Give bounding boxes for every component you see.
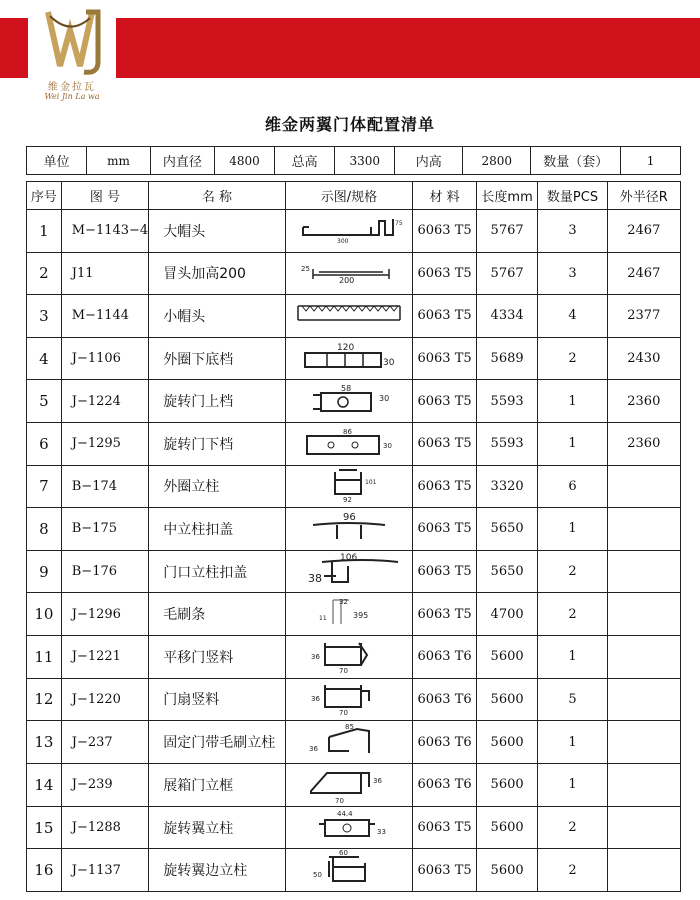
unit-label: 单位 [27, 147, 87, 175]
dimension-label: 58 [340, 384, 352, 394]
dimension-label: 70 [338, 666, 348, 675]
part-name: 固定门带毛刷立柱 [149, 721, 285, 764]
profile-section-drawing [299, 637, 399, 677]
quantity-pcs: 4 [538, 295, 607, 338]
outer-radius [607, 635, 680, 678]
row-number: 1 [27, 210, 62, 253]
table-row [27, 635, 681, 678]
column-header-length: 长度mm [476, 182, 538, 210]
dimension-label: 92 [342, 496, 352, 505]
total-height-value: 3300 [335, 147, 395, 175]
profile-diagram-cell [285, 721, 413, 764]
length-mm: 5689 [476, 337, 538, 380]
row-number: 3 [27, 295, 62, 338]
length-mm: 5600 [476, 678, 538, 721]
quantity-pcs: 1 [538, 380, 607, 423]
drawing-number: B−176 [61, 550, 148, 593]
column-header-no: 序号 [27, 182, 62, 210]
parts-table [26, 181, 681, 892]
quantity-value: 1 [621, 147, 681, 175]
material: 6063 T6 [413, 678, 477, 721]
material: 6063 T5 [413, 806, 477, 849]
table-row [27, 380, 681, 423]
dimension-label: 30 [382, 357, 395, 368]
part-name: 旋转门下档 [149, 422, 285, 465]
profile-section-drawing [299, 594, 399, 634]
dimension-label: 36 [372, 776, 382, 785]
inner-height-value: 2800 [463, 147, 531, 175]
profile-section-drawing [299, 426, 399, 462]
quantity-pcs: 1 [538, 764, 607, 807]
drawing-number: J−1137 [61, 849, 148, 892]
profile-diagram-cell [285, 764, 413, 807]
column-header-name: 名 称 [149, 182, 285, 210]
row-number: 15 [27, 806, 62, 849]
material: 6063 T5 [413, 295, 477, 338]
part-name: 冒头加高200 [149, 252, 285, 295]
dimension-label: 25 [300, 265, 310, 274]
row-number: 12 [27, 678, 62, 721]
material: 6063 T5 [413, 422, 477, 465]
profile-section-drawing [299, 257, 399, 289]
part-name: 平移门竖料 [149, 635, 285, 678]
outer-radius [607, 678, 680, 721]
dimension-label: 70 [334, 796, 344, 805]
dimension-label: 33 [376, 827, 386, 836]
profile-outline [303, 219, 393, 235]
profile-outline [313, 523, 385, 539]
quantity-pcs: 3 [538, 252, 607, 295]
column-header-outer-radius: 外半径R [607, 182, 680, 210]
drawing-number: J−1296 [61, 593, 148, 636]
drawing-number: M−1144 [61, 295, 148, 338]
outer-radius [607, 550, 680, 593]
table-row [27, 678, 681, 721]
quantity-pcs: 2 [538, 593, 607, 636]
table-row [27, 508, 681, 551]
row-number: 5 [27, 380, 62, 423]
drawing-number: J11 [61, 252, 148, 295]
table-row [27, 806, 681, 849]
quantity-pcs: 1 [538, 422, 607, 465]
outer-radius [607, 508, 680, 551]
dimension-label: 44.4 [336, 809, 353, 818]
dimension-label: 96 [342, 511, 356, 523]
dimension-label: 85 [344, 723, 354, 732]
length-mm: 5600 [476, 764, 538, 807]
part-name: 旋转翼边立柱 [149, 849, 285, 892]
quantity-pcs: 2 [538, 550, 607, 593]
table-row [27, 764, 681, 807]
dimension-label: 120 [336, 342, 355, 353]
profile-outline [328, 442, 334, 448]
profile-section-drawing [309, 466, 389, 506]
drawing-number: J−237 [61, 721, 148, 764]
drawing-number: J−1221 [61, 635, 148, 678]
profile-outline [327, 353, 363, 367]
dimension-label: 395 [352, 611, 369, 621]
table-row [27, 252, 681, 295]
material: 6063 T6 [413, 764, 477, 807]
row-number: 2 [27, 252, 62, 295]
profile-diagram-cell [285, 678, 413, 721]
quantity-pcs: 2 [538, 806, 607, 849]
drawing-number: M−1143−4 [61, 210, 148, 253]
outer-radius: 2360 [607, 422, 680, 465]
profile-diagram-cell [285, 252, 413, 295]
row-number: 13 [27, 721, 62, 764]
drawing-number: J−1295 [61, 422, 148, 465]
table-row [27, 550, 681, 593]
profile-outline [325, 685, 369, 707]
profile-diagram-cell [285, 849, 413, 892]
table-row [27, 465, 681, 508]
profile-diagram-cell [285, 422, 413, 465]
quantity-pcs: 2 [538, 337, 607, 380]
part-name: 毛刷条 [149, 593, 285, 636]
column-header-drawing-no: 图 号 [61, 182, 148, 210]
dimension-label: 36 [310, 652, 320, 661]
outer-radius: 2430 [607, 337, 680, 380]
profile-section-drawing [299, 341, 399, 377]
material: 6063 T5 [413, 593, 477, 636]
profile-outline [335, 470, 361, 494]
table-row [27, 210, 681, 253]
length-mm: 4334 [476, 295, 538, 338]
profile-outline [329, 729, 369, 753]
quantity-pcs: 1 [538, 721, 607, 764]
material: 6063 T5 [413, 508, 477, 551]
material: 6063 T5 [413, 550, 477, 593]
logo-chinese-text: 维金拉瓦 [48, 82, 96, 93]
profile-outline [322, 560, 398, 582]
table-row [27, 422, 681, 465]
profile-diagram-cell [285, 635, 413, 678]
outer-radius [607, 593, 680, 636]
profile-outline [338, 397, 348, 407]
dimension-label: 200 [338, 276, 355, 286]
length-mm: 5593 [476, 380, 538, 423]
part-name: 中立柱扣盖 [149, 508, 285, 551]
part-name: 旋转门上档 [149, 380, 285, 423]
part-name: 展箱门立框 [149, 764, 285, 807]
table-row [27, 295, 681, 338]
profile-section-drawing [299, 849, 399, 891]
logo-english-text: Wei Jin La wa [44, 92, 100, 101]
unit-value: mm [86, 147, 150, 175]
material: 6063 T5 [413, 849, 477, 892]
length-mm: 5650 [476, 508, 538, 551]
part-name: 外圈下底档 [149, 337, 285, 380]
quantity-pcs: 1 [538, 508, 607, 551]
material: 6063 T6 [413, 721, 477, 764]
profile-section-drawing [299, 511, 399, 547]
profile-section-drawing [299, 679, 399, 719]
dimension-label: 60 [338, 849, 348, 858]
quantity-pcs: 6 [538, 465, 607, 508]
drawing-number: J−1106 [61, 337, 148, 380]
dimension-label: 36 [310, 695, 320, 704]
length-mm: 5600 [476, 635, 538, 678]
profile-outline [343, 824, 351, 832]
profile-outline [352, 442, 358, 448]
total-height-label: 总高 [275, 147, 335, 175]
dimension-label: 101 [364, 479, 377, 487]
profile-outline [325, 820, 369, 836]
profile-section-drawing [299, 808, 399, 848]
drawing-number: J−1220 [61, 678, 148, 721]
profile-diagram-cell [285, 465, 413, 508]
length-mm: 5600 [476, 849, 538, 892]
drawing-number: B−174 [61, 465, 148, 508]
parts-table-header [27, 182, 681, 210]
row-number: 14 [27, 764, 62, 807]
profile-outline [325, 643, 367, 665]
drawing-number: J−1288 [61, 806, 148, 849]
profile-section-drawing [299, 765, 399, 805]
outer-radius [607, 721, 680, 764]
outer-radius: 2467 [607, 252, 680, 295]
drawing-number: B−175 [61, 508, 148, 551]
inner-diameter-label: 内直径 [150, 147, 214, 175]
table-row [27, 721, 681, 764]
part-name: 外圈立柱 [149, 465, 285, 508]
profile-diagram-cell [285, 380, 413, 423]
row-number: 4 [27, 337, 62, 380]
profile-section-drawing [294, 552, 404, 592]
inner-height-label: 内高 [395, 147, 463, 175]
material: 6063 T5 [413, 210, 477, 253]
row-number: 11 [27, 635, 62, 678]
inner-diameter-value: 4800 [214, 147, 274, 175]
length-mm: 5767 [476, 210, 538, 253]
outer-radius [607, 849, 680, 892]
dimension-label: 32 [338, 598, 348, 607]
dimension-label: 75 [394, 219, 403, 227]
profile-outline [329, 857, 365, 881]
profile-outline [305, 353, 381, 367]
quantity-pcs: 1 [538, 635, 607, 678]
profile-outline [298, 306, 400, 320]
dimension-label: 11 [318, 615, 327, 623]
profile-section-drawing [299, 213, 403, 249]
row-number: 8 [27, 508, 62, 551]
dimension-label: 30 [382, 441, 392, 450]
page-title: 维金两翼门体配置清单 [264, 115, 435, 134]
part-name: 旋转翼立柱 [149, 806, 285, 849]
length-mm: 5650 [476, 550, 538, 593]
row-number: 10 [27, 593, 62, 636]
profile-diagram-cell [285, 806, 413, 849]
logo-mark-icon [40, 6, 106, 78]
outer-radius [607, 806, 680, 849]
table-row [27, 849, 681, 892]
part-name: 门扇竖料 [149, 678, 285, 721]
profile-outline [311, 773, 369, 793]
part-name: 门口立柱扣盖 [149, 550, 285, 593]
outer-radius: 2377 [607, 295, 680, 338]
dimension-label: 106 [339, 552, 358, 563]
profile-diagram-cell [285, 508, 413, 551]
length-mm: 3320 [476, 465, 538, 508]
quantity-pcs: 5 [538, 678, 607, 721]
length-mm: 5593 [476, 422, 538, 465]
material: 6063 T5 [413, 252, 477, 295]
table-row [27, 593, 681, 636]
outer-radius [607, 465, 680, 508]
length-mm: 5767 [476, 252, 538, 295]
column-header-diagram: 示图/规格 [285, 182, 413, 210]
profile-diagram-cell [285, 210, 413, 253]
quantity-pcs: 3 [538, 210, 607, 253]
dimension-label: 50 [312, 871, 322, 880]
column-header-quantity: 数量PCS [538, 182, 607, 210]
material: 6063 T6 [413, 635, 477, 678]
drawing-number: J−1224 [61, 380, 148, 423]
material: 6063 T5 [413, 380, 477, 423]
material: 6063 T5 [413, 337, 477, 380]
material: 6063 T5 [413, 465, 477, 508]
quantity-pcs: 2 [538, 849, 607, 892]
dimension-label: 300 [336, 237, 349, 245]
part-name: 小帽头 [149, 295, 285, 338]
column-header-material: 材 料 [413, 182, 477, 210]
profile-diagram-cell [285, 295, 413, 338]
company-logo [28, 0, 116, 108]
profile-diagram-cell [285, 550, 413, 593]
profile-outline [313, 395, 321, 409]
dimension-label: 86 [342, 427, 352, 436]
profile-section-drawing [299, 383, 399, 419]
dimension-label: 38 [307, 571, 322, 585]
profile-outline [307, 436, 379, 454]
profile-section-drawing [294, 298, 404, 334]
row-number: 6 [27, 422, 62, 465]
outer-radius [607, 764, 680, 807]
length-mm: 5600 [476, 806, 538, 849]
dimension-label: 30 [378, 394, 390, 404]
row-number: 16 [27, 849, 62, 892]
drawing-number: J−239 [61, 764, 148, 807]
outer-radius: 2467 [607, 210, 680, 253]
quantity-label: 数量（套） [531, 147, 621, 175]
row-number: 9 [27, 550, 62, 593]
spec-summary-table [26, 146, 681, 175]
profile-outline [321, 393, 371, 411]
dimension-label: 70 [338, 709, 348, 718]
profile-section-drawing [299, 721, 399, 763]
dimension-label: 36 [308, 745, 318, 754]
table-row [27, 337, 681, 380]
outer-radius: 2360 [607, 380, 680, 423]
profile-diagram-cell [285, 593, 413, 636]
length-mm: 4700 [476, 593, 538, 636]
profile-diagram-cell [285, 337, 413, 380]
part-name: 大帽头 [149, 210, 285, 253]
row-number: 7 [27, 465, 62, 508]
length-mm: 5600 [476, 721, 538, 764]
